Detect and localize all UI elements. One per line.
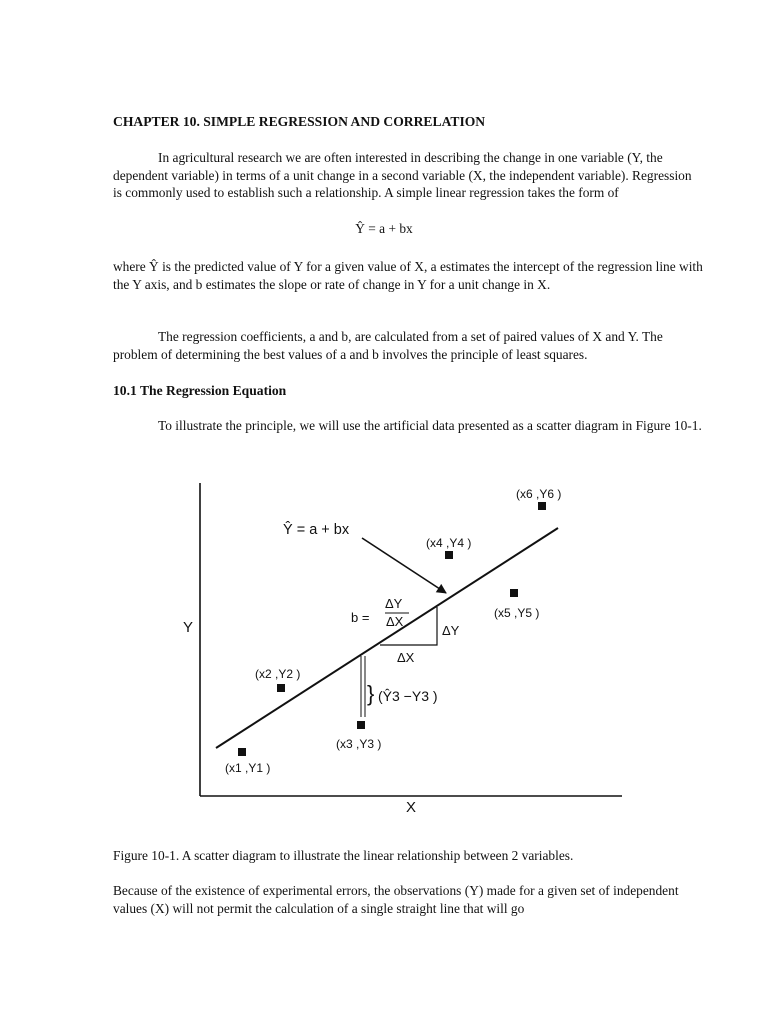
section-heading: 10.1 The Regression Equation [113, 383, 287, 398]
regression-line [216, 528, 558, 748]
slope-formula-lhs: b = [351, 610, 370, 625]
delta-x-label: ΔX [397, 650, 415, 665]
scatter-diagram [0, 475, 768, 835]
regression-equation-label: Ŷ = a + bx [283, 522, 350, 538]
residual-brace: } [367, 681, 375, 706]
residual-label: (Ŷ3 −Y3 ) [378, 688, 438, 704]
y-axis-label: Y [183, 619, 194, 636]
point-4-marker [445, 551, 453, 559]
scatter-points [225, 487, 561, 775]
intro-paragraph: In agricultural research we are often interested in describing the change in one variable (Y, the dependent variable) in terms of a unit change in a second variable (X, the independent variable). Regression is commonly used to establish such a relationship. A simple linear regression takes the form of [113, 150, 692, 201]
point-3-label: (x3 ,Y3 ) [336, 737, 382, 751]
slope-numerator: ΔY [385, 596, 403, 611]
errors-paragraph: Because of the existence of experimental errors, the observations (Y) made for a given set of independent values (X) will not permit the calculation of a single straight line that will go [113, 883, 679, 916]
coefficients-paragraph: The regression coefficients, a and b, are calculated from a set of paired values of X and Y. The problem of determining the best values of a and b involves the principle of least squares. [113, 329, 663, 362]
point-1-marker [238, 748, 246, 756]
x-axis-label: X [406, 799, 417, 816]
slope-denominator: ΔX [386, 614, 404, 629]
point-5-label: (x5 ,Y5 ) [494, 606, 540, 620]
figure-caption: Figure 10-1. A scatter diagram to illustrate the linear relationship between 2 variables. [113, 848, 574, 863]
point-4-label: (x4 ,Y4 ) [426, 536, 472, 550]
point-2-label: (x2 ,Y2 ) [255, 667, 301, 681]
point-3-marker [357, 721, 365, 729]
point-2-marker [277, 684, 285, 692]
definition-paragraph: where Ŷ is the predicted value of Y for a given value of X, a estimates the intercept of the regression line with the Y axis, and b estimates the slope or rate of change in Y for a unit change in X. [113, 259, 703, 292]
point-6-marker [538, 502, 546, 510]
delta-y-label: ΔY [442, 623, 460, 638]
illustration-paragraph: To illustrate the principle, we will use the artificial data presented as a scatter diagram in Figure 10-1. [158, 418, 702, 433]
point-1-label: (x1 ,Y1 ) [225, 761, 271, 775]
regression-equation: Ŷ = a + bx [355, 221, 413, 236]
point-5-marker [510, 589, 518, 597]
chapter-title: CHAPTER 10. SIMPLE REGRESSION AND CORRELATION [113, 114, 486, 129]
point-6-label: (x6 ,Y6 ) [516, 487, 562, 501]
